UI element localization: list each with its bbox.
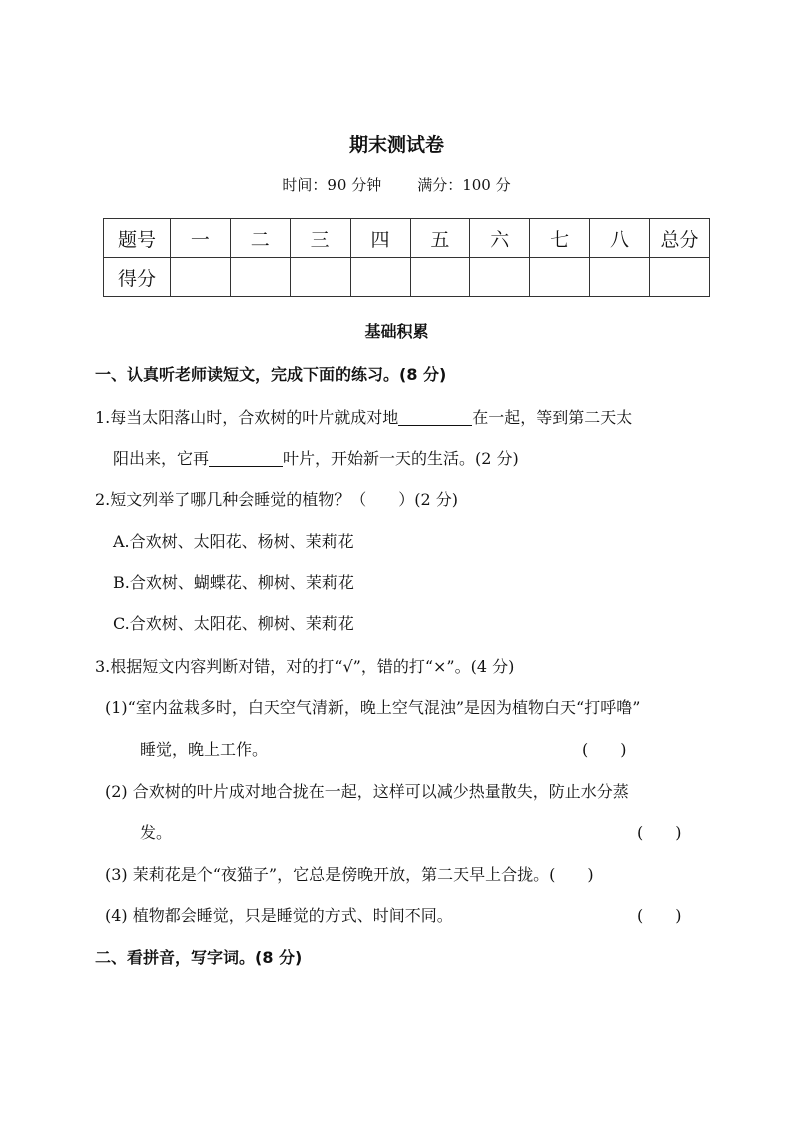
page-title: 期末测试卷: [348, 134, 444, 156]
question-1-item-1-cont: [113, 446, 519, 469]
time-label: 时间：90 分钟: [282, 176, 382, 194]
table-cell: 得分: [104, 258, 171, 297]
option-a: A.合欢树、太阳花、杨树、茉莉花: [113, 532, 354, 551]
score-input-cell[interactable]: [230, 258, 290, 297]
question-1-item-2: 2.短文列举了哪几种会睡觉的植物？（ ）(2 分): [95, 490, 459, 509]
judge-paren[interactable]: ( ): [637, 823, 682, 842]
table-cell: 八: [590, 219, 650, 258]
section-title: 基础积累: [364, 322, 429, 341]
fill-blank[interactable]: [209, 450, 283, 467]
table-cell: 四: [350, 219, 410, 258]
table-cell: 总分: [650, 219, 710, 258]
exam-meta: [0, 174, 793, 195]
text-segment: 1.每当太阳落山时，合欢树的叶片就成对地: [95, 408, 399, 427]
statement-4: (4) 植物都会睡觉，只是睡觉的方式、时间不同。: [105, 906, 453, 925]
score-input-cell[interactable]: [350, 258, 410, 297]
score-label: 满分：100 分: [417, 176, 511, 194]
text-segment: 叶片，开始新一天的生活。(2 分): [283, 449, 519, 468]
statement-3: (3) 茉莉花是个“夜猫子”，它总是傍晚开放，第二天早上合拢。( ): [105, 865, 594, 884]
statement-1-line-2: 睡觉，晚上工作。: [140, 740, 269, 759]
table-cell: 二: [230, 219, 290, 258]
fill-blank[interactable]: [398, 409, 472, 426]
table-cell: 三: [290, 219, 350, 258]
text-segment: 阳出来，它再: [113, 449, 210, 468]
question-1-item-1: [95, 405, 632, 428]
statement-1-line-1: (1)“室内盆栽多时，白天空气清新，晚上空气混浊”是因为植物白天“打呼噜”: [105, 698, 641, 717]
score-input-cell[interactable]: [650, 258, 710, 297]
judge-paren[interactable]: ( ): [637, 906, 682, 925]
score-input-cell[interactable]: [530, 258, 590, 297]
option-c: C.合欢树、太阳花、柳树、茉莉花: [113, 614, 354, 633]
table-cell: 六: [470, 219, 530, 258]
statement-2-line-1: (2) 合欢树的叶片成对地合拢在一起，这样可以减少热量散失，防止水分蒸: [105, 782, 629, 801]
score-input-cell[interactable]: [171, 258, 231, 297]
score-input-cell[interactable]: [590, 258, 650, 297]
score-input-cell[interactable]: [470, 258, 530, 297]
score-input-cell[interactable]: [410, 258, 470, 297]
table-cell: 题号: [104, 219, 171, 258]
statement-2-line-2: 发。: [140, 823, 173, 842]
table-cell: 一: [171, 219, 231, 258]
score-table-header-row: [104, 219, 710, 258]
judge-paren[interactable]: ( ): [582, 740, 627, 759]
score-table: [103, 218, 710, 297]
question-1-item-3: 3.根据短文内容判断对错，对的打“√”，错的打“×”。(4 分): [95, 657, 515, 676]
table-cell: 七: [530, 219, 590, 258]
score-table-score-row: [104, 258, 710, 297]
score-input-cell[interactable]: [290, 258, 350, 297]
question-1-heading: 一、认真听老师读短文，完成下面的练习。(8 分): [95, 365, 447, 384]
option-b: B.合欢树、蝴蝶花、柳树、茉莉花: [113, 573, 354, 592]
text-segment: 在一起，等到第二天太: [472, 408, 633, 427]
table-cell: 五: [410, 219, 470, 258]
question-2-heading: 二、看拼音，写字词。(8 分): [95, 948, 303, 967]
